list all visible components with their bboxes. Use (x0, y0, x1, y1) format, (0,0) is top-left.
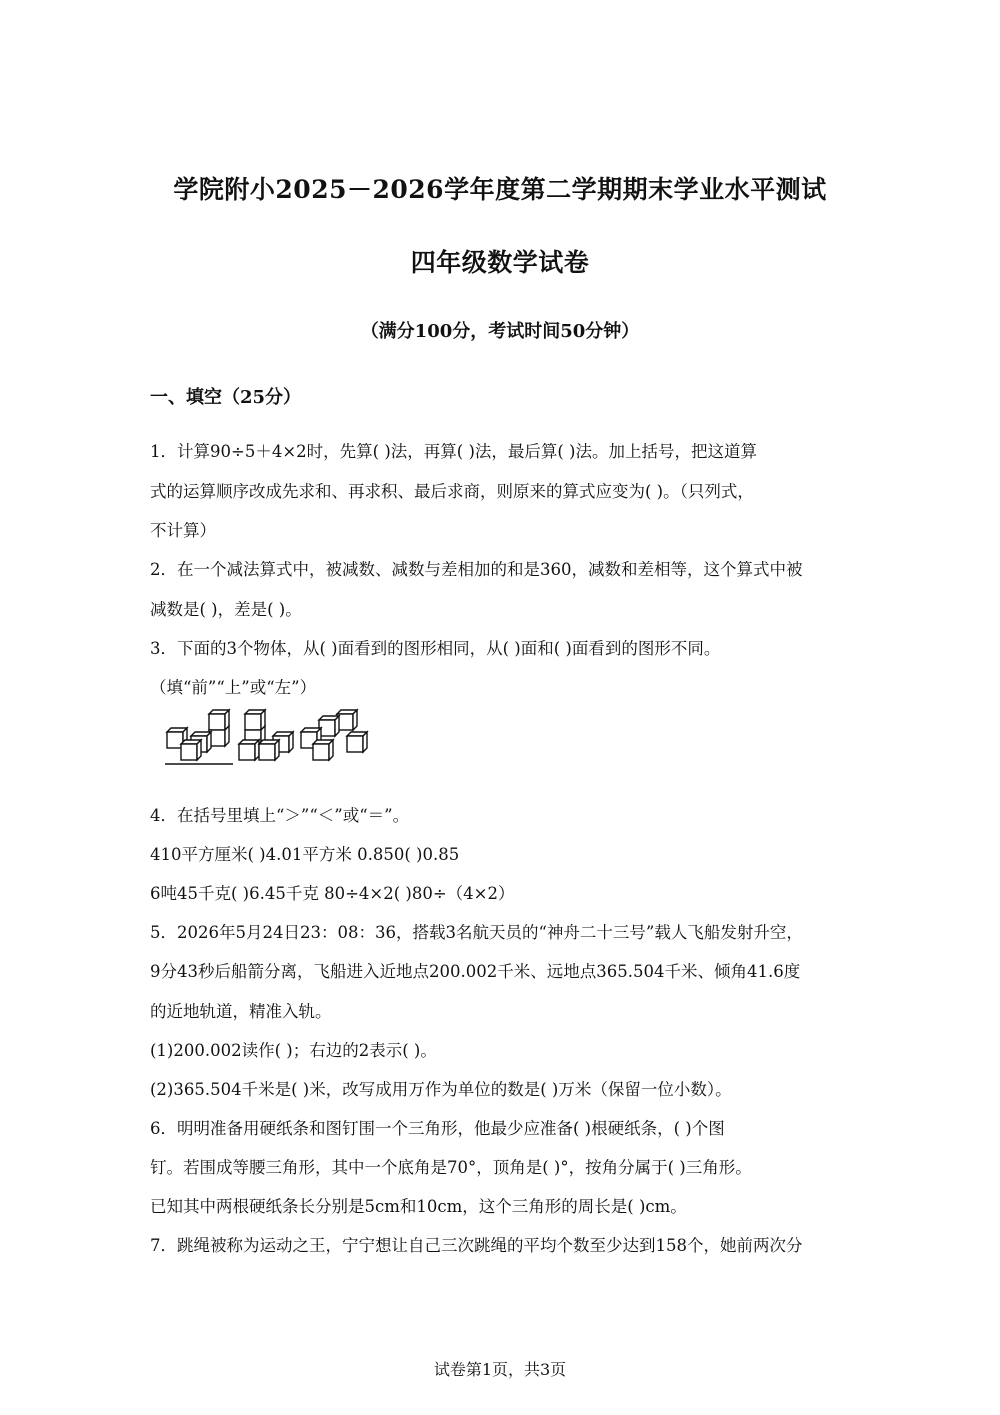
question-line: 7．跳绳被称为运动之王，宁宁想让自己三次跳绳的平均个数至少达到158个，她前两次分 (150, 1236, 803, 1255)
question-line: 9分43秒后船箭分离，飞船进入近地点200.002千米、远地点365.504千米、倾角41.6度 (150, 962, 801, 981)
three-cube-objects-figure (163, 706, 375, 770)
question-line: 6．明明准备用硬纸条和图钉围一个三角形，他最少应准备( )根硬纸条，( )个图 (150, 1119, 725, 1138)
exam-info: （满分100分，考试时间50分钟） (360, 321, 640, 342)
question-line: 3．下面的3个物体，从( )面看到的图形相同，从( )面和( )面看到的图形不同。 (150, 639, 721, 658)
question-line: 1．计算90÷5＋4×2时，先算( )法，再算( )法，最后算( )法。加上括号，把这道算 (150, 442, 757, 461)
exam-subtitle: 四年级数学试卷 (410, 248, 590, 277)
cube-object-2 (239, 710, 293, 760)
question-line: 2．在一个减法算式中，被减数、减数与差相加的和是360，减数和差相等，这个算式中被 (150, 560, 803, 579)
section-heading: 一、填空（25分） (150, 387, 302, 408)
question-line: （填“前”“上”或“左”） (150, 678, 317, 697)
question-line: (1)200.002读作( )；右边的2表示( )。 (150, 1041, 437, 1060)
cube-object-3 (301, 710, 367, 760)
question-line: 的近地轨道，精准入轨。 (150, 1002, 332, 1021)
question-line: (2)365.504千米是( )米，改写成用万作为单位的数是( )万米（保留一位小数）。 (150, 1080, 732, 1099)
question-line: 5．2026年5月24日23：08：36，搭载3名航天员的“神舟二十三号”载人飞船发射升空， (150, 923, 803, 942)
exam-title: 学院附小2025－2026学年度第二学期期末学业水平测试 (173, 175, 827, 204)
question-line: 式的运算顺序改成先求和、再求积、最后求商，则原来的算式应变为( )。（只列式， (150, 482, 754, 501)
question-line: 钉。若围成等腰三角形，其中一个底角是70°，顶角是( )°，按角分属于( )三角形。 (150, 1158, 752, 1177)
cube-object-1 (165, 710, 233, 764)
question-line: 已知其中两根硬纸条长分别是5cm和10cm，这个三角形的周长是( )cm。 (150, 1197, 687, 1216)
question-line: 减数是( )，差是( )。 (150, 600, 302, 619)
question-line: 410平方厘米( )4.01平方米 0.850( )0.85 (150, 845, 460, 864)
question-line: 6吨45千克( )6.45千克 80÷4×2( )80÷（4×2） (150, 884, 515, 903)
question-line: 不计算） (150, 521, 216, 540)
page-footer: 试卷第1页，共3页 (433, 1360, 567, 1379)
question-line: 4．在括号里填上“＞”“＜”或“＝”。 (150, 806, 410, 825)
